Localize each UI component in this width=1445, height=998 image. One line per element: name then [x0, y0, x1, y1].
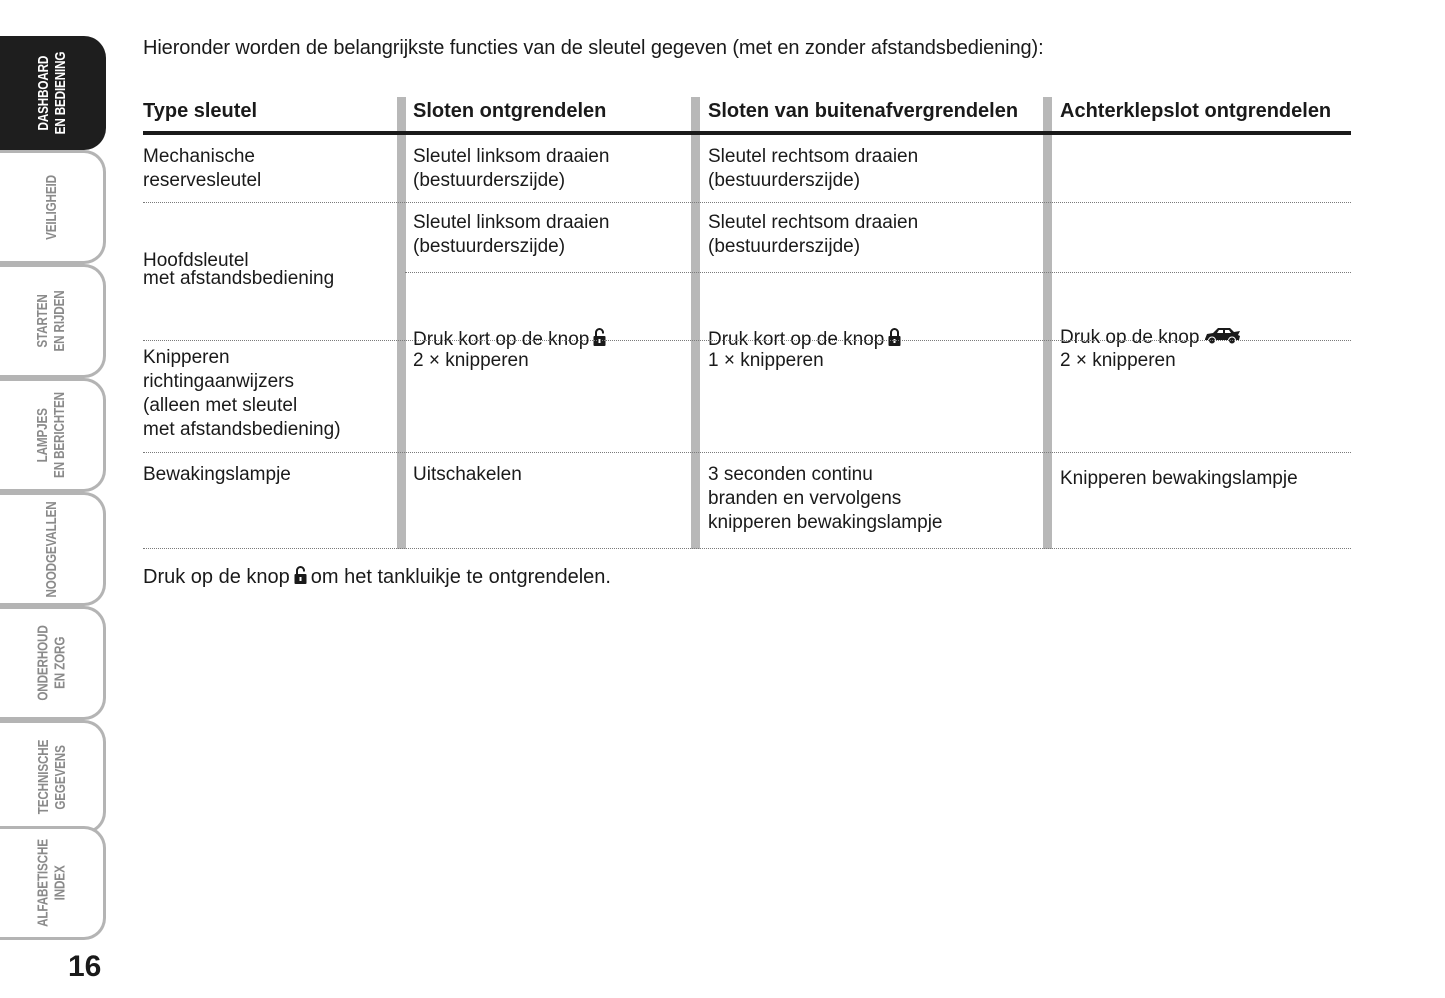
cell-lock-remote: Druk kort op de knop: [708, 279, 901, 354]
header-trunk: Achterklepslot ontgrendelen: [1060, 100, 1332, 122]
tab-label: VEILIGHEID: [42, 174, 60, 240]
padlock-icon: [888, 303, 901, 354]
tab-label: ONDERHOUD EN ZORG: [34, 625, 69, 701]
tab-label: DASHBOARD EN BEDIENING: [34, 51, 69, 135]
row-divider: [405, 272, 1351, 273]
tab-label: STARTEN EN RIJDEN: [34, 290, 69, 352]
cell-unlock: Sleutel linksom draaien (bestuurderszijde): [413, 212, 610, 257]
page-number: 16: [68, 950, 102, 983]
row-divider: [143, 452, 1351, 453]
padlock-icon: [593, 303, 606, 354]
row-divider: [143, 340, 1351, 341]
cell-unlock: 2 × knipperen: [413, 350, 529, 371]
row-divider: [143, 548, 1351, 549]
tab-index[interactable]: [0, 826, 106, 940]
tab-veiligheid[interactable]: [0, 150, 106, 264]
cell-trunk: Knipperen bewakingslampje: [1060, 468, 1298, 489]
tab-onderhoud[interactable]: [0, 606, 106, 720]
header-type: Type sleutel: [143, 100, 258, 122]
cell-type: Hoofdsleutel met afstandsbediening: [143, 250, 335, 289]
row-divider: [143, 202, 1351, 203]
key-functions-table: [143, 97, 1351, 549]
cell-type: Mechanische reservesleutel: [143, 146, 262, 191]
column-separator: [397, 97, 406, 549]
tab-label: TECHNISCHE GEGEVENS: [34, 739, 69, 815]
cell-trunk-remote: Druk op de knop: [1060, 279, 1241, 352]
padlock-icon: [294, 565, 307, 591]
tab-lampjes[interactable]: [0, 378, 106, 492]
car-trunk-icon: [1203, 303, 1241, 352]
cell-type: Knipperen richtingaanwijzers (alleen met sleutel met afstandsbediening): [143, 347, 341, 440]
tab-label: NOODGEVALLEN: [43, 500, 61, 598]
tab-noodgevallen[interactable]: [0, 492, 106, 606]
header-rule: [143, 131, 1351, 135]
cell-lock: 1 × knipperen: [708, 350, 824, 371]
intro-text: Hieronder worden de belangrijkste functies van de sleutel gegeven (met en zonder afstandsbediening):: [143, 37, 1044, 59]
tab-dashboard[interactable]: [0, 36, 106, 150]
cell-unlock: Uitschakelen: [413, 464, 522, 485]
tab-label: ALFABETISCHE INDEX: [34, 839, 69, 927]
cell-unlock-remote: Druk kort op de knop: [413, 279, 606, 354]
cell-lock: Sleutel rechtsom draaien (bestuurderszijde): [708, 212, 919, 257]
header-lock: Sloten van buitenafvergrendelen: [708, 100, 1019, 122]
cell-type: Bewakingslampje: [143, 464, 291, 485]
tab-label: LAMPJES EN BERICHTEN: [34, 392, 69, 478]
tab-starten[interactable]: [0, 264, 106, 378]
column-separator: [691, 97, 700, 549]
cell-lock: 3 seconden continu branden en vervolgens knipperen bewakingslampje: [708, 464, 943, 533]
cell-lock: Sleutel rechtsom draaien (bestuurderszijde): [708, 146, 919, 191]
header-unlock: Sloten ontgrendelen: [413, 100, 607, 122]
tab-technische-gegevens[interactable]: [0, 720, 106, 834]
cell-trunk: 2 × knipperen: [1060, 350, 1176, 371]
cell-unlock: Sleutel linksom draaien (bestuurderszijde): [413, 146, 610, 191]
column-separator: [1043, 97, 1052, 549]
fuel-flap-note: Druk op de knop om het tankluikje te ontgrendelen.: [143, 565, 611, 591]
